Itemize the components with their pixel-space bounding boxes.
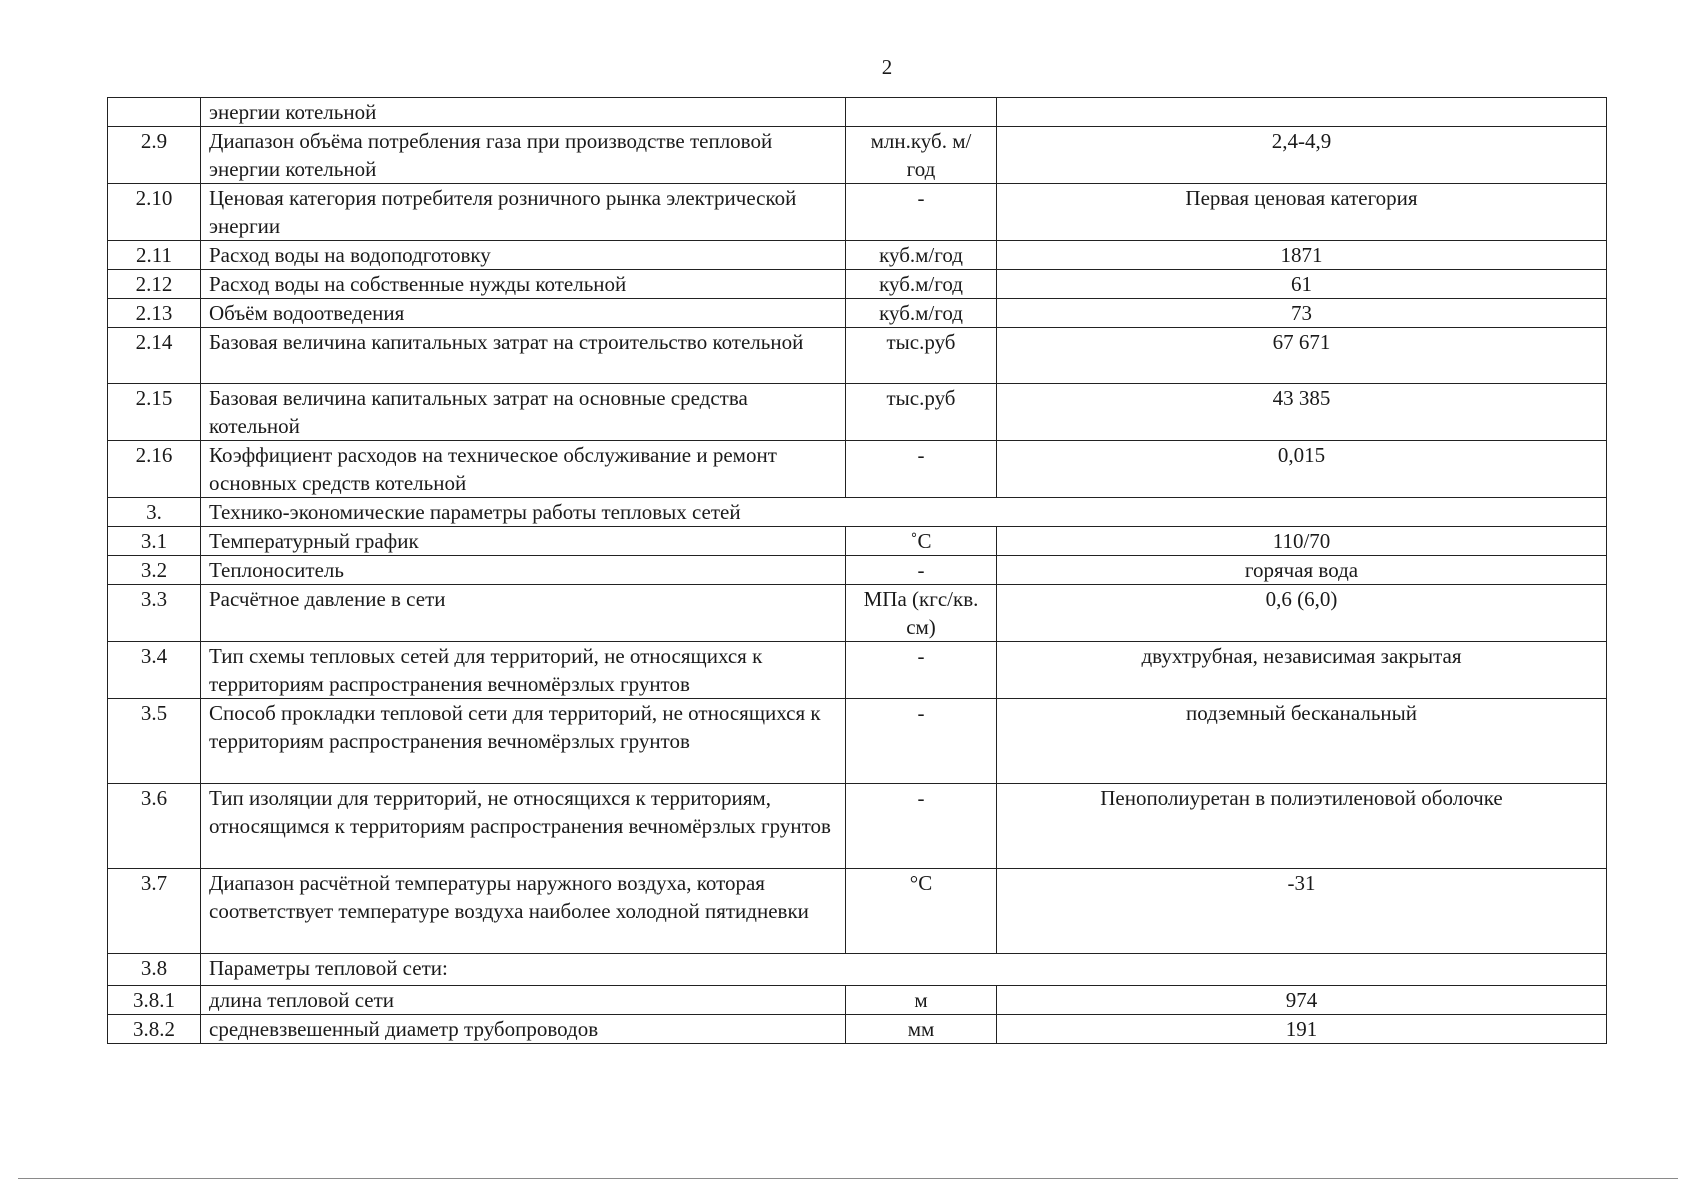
table-row: [108, 270, 1607, 299]
table-row: [108, 556, 1607, 585]
table-row: [108, 986, 1607, 1015]
value-cell: 61: [997, 270, 1607, 299]
unit-cell: тыс.руб: [846, 328, 997, 384]
unit-cell: -: [846, 642, 997, 699]
parameter-name: Объём водоотведения: [201, 299, 846, 328]
unit-cell: -: [846, 784, 997, 869]
unit-cell: млн.куб. м/ год: [846, 127, 997, 184]
unit-cell: куб.м/год: [846, 241, 997, 270]
row-number: 2.10: [108, 184, 201, 241]
parameters-table: [107, 97, 1607, 1044]
unit-cell: мм: [846, 1015, 997, 1044]
value-cell: Пенополиуретан в полиэтиленовой оболочке: [997, 784, 1607, 869]
value-cell: 191: [997, 1015, 1607, 1044]
row-number: 3.: [108, 498, 201, 527]
row-number: 3.7: [108, 869, 201, 954]
value-cell: 73: [997, 299, 1607, 328]
row-number: 3.4: [108, 642, 201, 699]
row-number: 2.12: [108, 270, 201, 299]
row-number: 2.15: [108, 384, 201, 441]
value-cell: 110/70: [997, 527, 1607, 556]
section-title: Параметры тепловой сети:: [201, 954, 1607, 986]
value-cell: 2,4-4,9: [997, 127, 1607, 184]
row-number: 3.6: [108, 784, 201, 869]
section-title: Технико-экономические параметры работы тепловых сетей: [201, 498, 1607, 527]
unit-cell: куб.м/год: [846, 299, 997, 328]
unit-cell: ˚С: [846, 527, 997, 556]
value-cell: подземный бесканальный: [997, 699, 1607, 784]
table-row: [108, 784, 1607, 869]
unit-cell: [846, 98, 997, 127]
value-cell: [997, 98, 1607, 127]
value-cell: двухтрубная, независимая закрытая: [997, 642, 1607, 699]
row-number: 2.16: [108, 441, 201, 498]
value-cell: Первая ценовая категория: [997, 184, 1607, 241]
table-row: [108, 441, 1607, 498]
parameter-name: Способ прокладки тепловой сети для территорий, не относящихся к территориям распространения вечномёрзлых грунтов: [201, 699, 846, 784]
value-cell: 0,015: [997, 441, 1607, 498]
parameter-name: длина тепловой сети: [201, 986, 846, 1015]
parameter-name: Тип схемы тепловых сетей для территорий, не относящихся к территориям распространения вечномёрзлых грунтов: [201, 642, 846, 699]
parameter-name: энергии котельной: [201, 98, 846, 127]
row-number: 2.11: [108, 241, 201, 270]
unit-cell: -: [846, 556, 997, 585]
row-number: 3.8: [108, 954, 201, 986]
row-number: 3.1: [108, 527, 201, 556]
parameter-name: Температурный график: [201, 527, 846, 556]
table-row: [108, 328, 1607, 384]
value-cell: 67 671: [997, 328, 1607, 384]
row-number: 2.14: [108, 328, 201, 384]
parameter-name: Базовая величина капитальных затрат на основные средства котельной: [201, 384, 846, 441]
section-row: [108, 498, 1607, 527]
unit-cell: МПа (кгс/кв. см): [846, 585, 997, 642]
parameter-name: Расход воды на водоподготовку: [201, 241, 846, 270]
parameter-name: Расход воды на собственные нужды котельной: [201, 270, 846, 299]
unit-cell: °С: [846, 869, 997, 954]
table-row: [108, 585, 1607, 642]
value-cell: 1871: [997, 241, 1607, 270]
row-number: 3.5: [108, 699, 201, 784]
parameter-name: Теплоноситель: [201, 556, 846, 585]
unit-cell: тыс.руб: [846, 384, 997, 441]
table-row: [108, 98, 1607, 127]
table-row: [108, 384, 1607, 441]
row-number: 3.2: [108, 556, 201, 585]
parameter-name: Коэффициент расходов на техническое обслуживание и ремонт основных средств котельной: [201, 441, 846, 498]
table-row: [108, 184, 1607, 241]
value-cell: горячая вода: [997, 556, 1607, 585]
unit-cell: -: [846, 441, 997, 498]
table-row: [108, 299, 1607, 328]
value-cell: 0,6 (6,0): [997, 585, 1607, 642]
parameter-name: Ценовая категория потребителя розничного рынка электрической энергии: [201, 184, 846, 241]
parameter-name: Базовая величина капитальных затрат на строительство котельной: [201, 328, 846, 384]
value-cell: 43 385: [997, 384, 1607, 441]
table-row: [108, 642, 1607, 699]
row-number: 3.8.1: [108, 986, 201, 1015]
row-number: 2.13: [108, 299, 201, 328]
row-number: 3.3: [108, 585, 201, 642]
table-row: [108, 869, 1607, 954]
row-number: 2.9: [108, 127, 201, 184]
unit-cell: куб.м/год: [846, 270, 997, 299]
page-number: 2: [881, 55, 893, 79]
value-cell: -31: [997, 869, 1607, 954]
value-cell: 974: [997, 986, 1607, 1015]
parameter-name: Расчётное давление в сети: [201, 585, 846, 642]
scan-bottom-rule: [18, 1178, 1678, 1179]
table-row: [108, 127, 1607, 184]
unit-cell: м: [846, 986, 997, 1015]
table-row: [108, 527, 1607, 556]
section-row: [108, 954, 1607, 986]
table-row: [108, 1015, 1607, 1044]
unit-cell: -: [846, 184, 997, 241]
row-number: 3.8.2: [108, 1015, 201, 1044]
table-row: [108, 241, 1607, 270]
parameter-name: Диапазон объёма потребления газа при производстве тепловой энергии котельной: [201, 127, 846, 184]
parameter-name: средневзвешенный диаметр трубопроводов: [201, 1015, 846, 1044]
parameter-name: Диапазон расчётной температуры наружного воздуха, которая соответствует температуре воздуха наиболее холодной пятидневки: [201, 869, 846, 954]
unit-cell: -: [846, 699, 997, 784]
row-number: [108, 98, 201, 127]
parameter-name: Тип изоляции для территорий, не относящихся к территориям, относящимся к территориям распространения вечномёрзлых грунтов: [201, 784, 846, 869]
table-row: [108, 699, 1607, 784]
